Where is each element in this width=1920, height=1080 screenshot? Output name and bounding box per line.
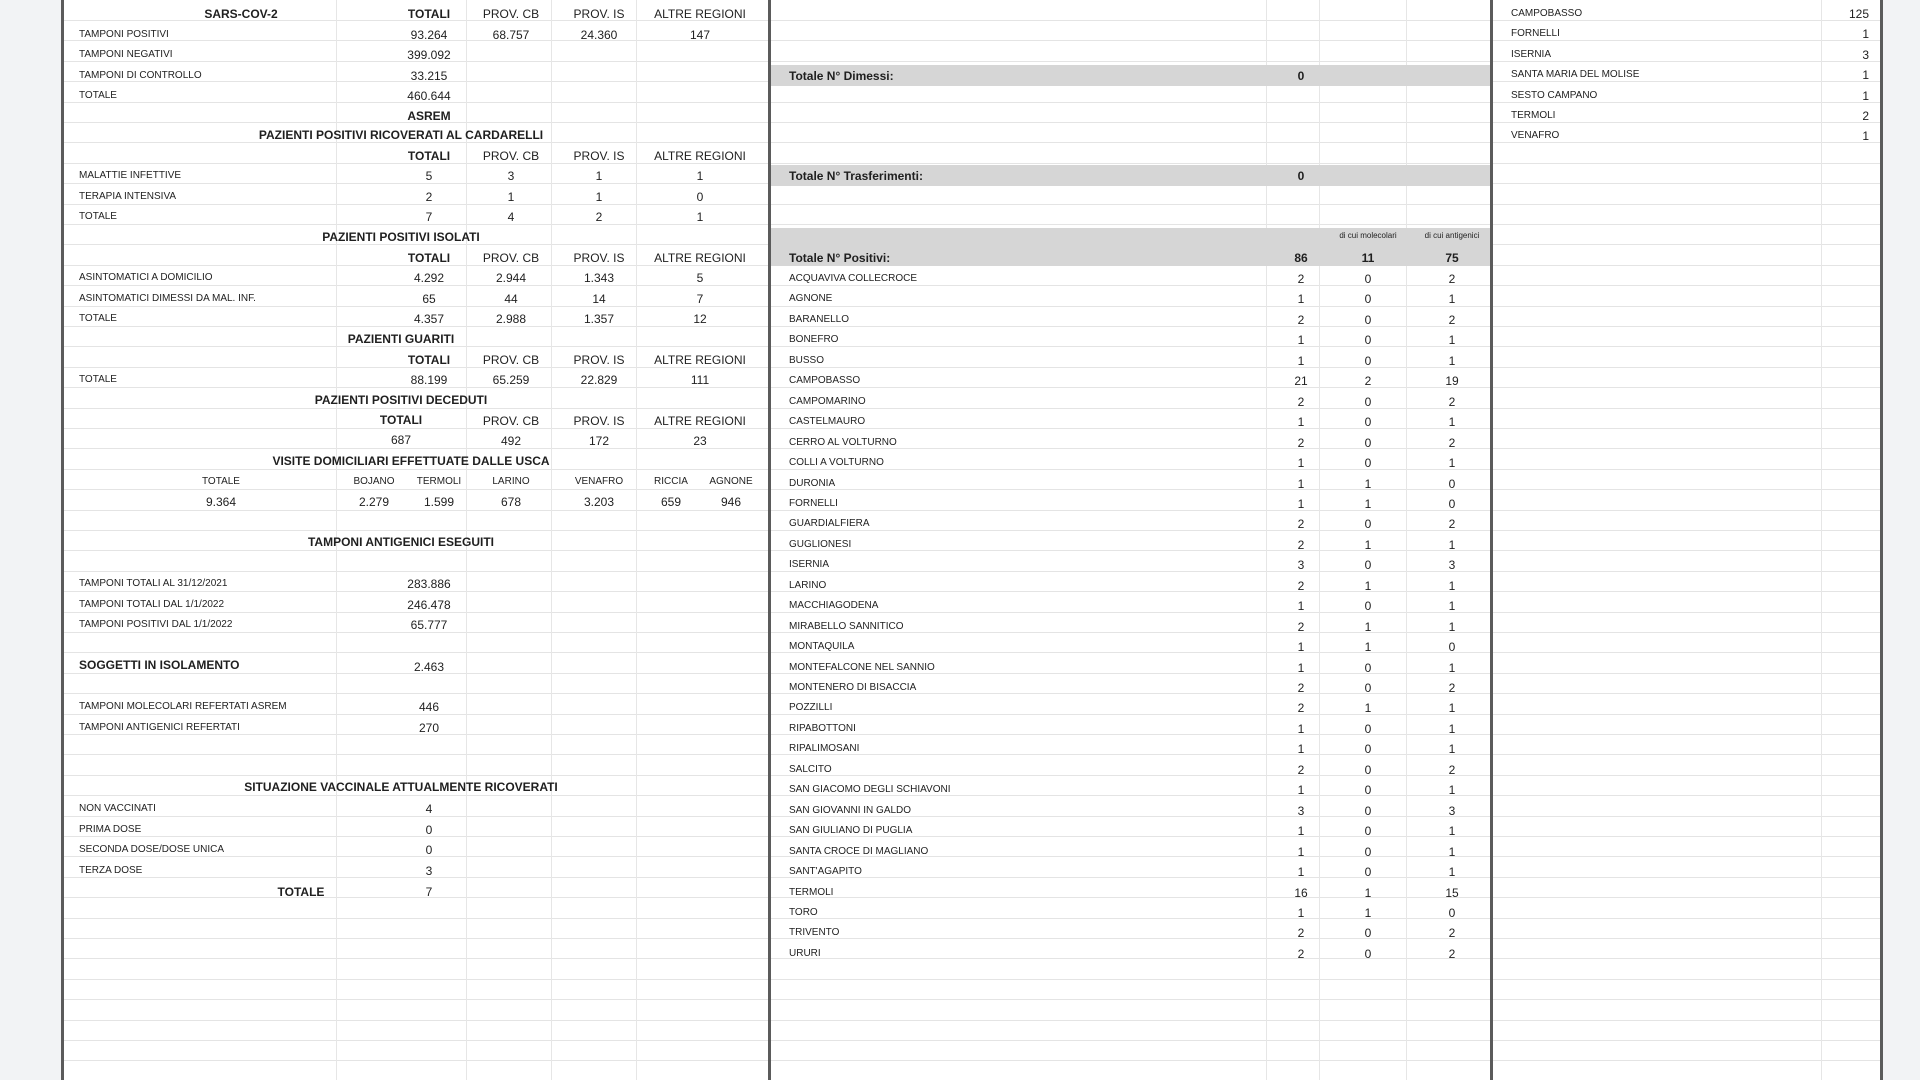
right-comune-value: 1: [1862, 27, 1869, 41]
comune-molecolari: 0: [1364, 558, 1372, 572]
usca-col-header: VENAFRO: [574, 476, 624, 487]
comune-total: 2: [1297, 701, 1305, 715]
comune-molecolari: 0: [1364, 333, 1372, 347]
deceduti-altre: 23: [693, 434, 707, 448]
comune-molecolari: 0: [1364, 354, 1372, 368]
comune-name: BARANELLO: [789, 314, 850, 325]
usca-col-header: AGNONE: [709, 476, 753, 487]
positivi-molecolari: 11: [1361, 251, 1375, 265]
comune-total: 1: [1297, 783, 1305, 797]
positivi-total: 86: [1294, 251, 1308, 265]
comune-molecolari: 1: [1364, 579, 1372, 593]
usca-value: 1.599: [423, 495, 455, 509]
row-prov-cb: 4: [507, 210, 515, 224]
comune-antigenici: 2: [1448, 272, 1456, 286]
comune-molecolari: 0: [1364, 517, 1372, 531]
comune-molecolari: 0: [1364, 436, 1372, 450]
comune-molecolari: 0: [1364, 783, 1372, 797]
col-totali: TOTALI: [407, 7, 451, 21]
comune-molecolari: 0: [1364, 661, 1372, 675]
vaccinale-total-label: TOTALE: [277, 885, 325, 899]
comune-antigenici: 1: [1448, 783, 1456, 797]
comune-name: SAN GIOVANNI IN GALDO: [789, 805, 912, 816]
usca-value: 3.203: [583, 495, 615, 509]
comune-antigenici: 1: [1448, 333, 1456, 347]
comune-antigenici: 1: [1448, 292, 1456, 306]
usca-value: 9.364: [205, 495, 237, 509]
isolamento-label: SOGGETTI IN ISOLAMENTO: [79, 658, 240, 672]
comune-antigenici: 2: [1448, 947, 1456, 961]
comune-total: 2: [1297, 947, 1305, 961]
comune-antigenici: 1: [1448, 824, 1456, 838]
spreadsheet-page: [61, 0, 1883, 1080]
row-value: 246.478: [407, 597, 451, 612]
row-value: 65.777: [410, 618, 448, 632]
deceduti-col-totali: TOTALI: [379, 413, 423, 427]
deceduti-col-cb: PROV. CB: [482, 414, 540, 428]
usca-col-header: TERMOLI: [416, 476, 462, 487]
comune-molecolari: 0: [1364, 845, 1372, 859]
ricoverati-col-altre: ALTRE REGIONI: [654, 149, 746, 163]
comune-molecolari: 0: [1364, 824, 1372, 838]
row-label: SECONDA DOSE/DOSE UNICA: [79, 844, 225, 855]
comune-name: ISERNIA: [789, 559, 830, 570]
comune-antigenici: 2: [1448, 517, 1456, 531]
comune-antigenici: 2: [1448, 926, 1456, 940]
col-prov-is: PROV. IS: [573, 7, 625, 21]
comune-total: 3: [1297, 558, 1305, 572]
guariti-col-altre: ALTRE REGIONI: [654, 353, 746, 367]
comune-name: MONTAQUILA: [789, 641, 855, 652]
row-label: TERAPIA INTENSIVA: [79, 190, 177, 202]
row-prov-is: [559, 86, 639, 106]
comune-antigenici: 1: [1448, 722, 1456, 736]
grid-col-line: [551, 0, 552, 1080]
row-label: TAMPONI ANTIGENICI REFERTATI: [79, 722, 240, 733]
comune-antigenici: 1: [1448, 620, 1456, 634]
comune-total: 1: [1297, 415, 1305, 429]
comune-antigenici: 2: [1448, 436, 1456, 450]
comune-molecolari: 0: [1364, 272, 1372, 286]
comune-antigenici: 3: [1448, 804, 1456, 818]
comune-antigenici: 1: [1448, 742, 1456, 756]
usca-col-header: LARINO: [492, 476, 530, 487]
row-prov-cb: 3: [507, 169, 515, 183]
deceduti-title: PAZIENTI POSITIVI DECEDUTI: [314, 393, 488, 407]
comune-antigenici: 3: [1448, 558, 1456, 572]
comune-total: 2: [1297, 313, 1305, 327]
row-prov-is: [559, 45, 639, 65]
comune-total: 2: [1297, 681, 1305, 695]
right-comune-value: 1: [1862, 129, 1869, 143]
row-prov-is: 22.829: [580, 373, 618, 387]
row-altre: 0: [696, 189, 704, 204]
row-label: TAMPONI MOLECOLARI REFERTATI ASREM: [79, 701, 287, 712]
panel-divider-left: [768, 0, 771, 1080]
row-label: NON VACCINATI: [79, 803, 156, 814]
row-totali: 5: [425, 169, 433, 183]
row-value: 0: [425, 822, 433, 837]
asrem-label: ASREM: [407, 109, 451, 123]
comune-total: 1: [1297, 456, 1305, 470]
usca-title: VISITE DOMICILIARI EFFETTUATE DALLE USCA: [272, 454, 550, 468]
comune-name: GUARDIALFIERA: [789, 518, 870, 529]
col-prov-cb: PROV. CB: [482, 7, 540, 21]
comune-molecolari: 0: [1364, 865, 1372, 879]
row-label: TOTALE: [79, 89, 117, 101]
right-comune-value: 125: [1848, 7, 1869, 21]
row-totali: 4.357: [413, 312, 445, 326]
row-prov-cb: 68.757: [492, 28, 530, 42]
comune-name: RIPALIMOSANI: [789, 743, 860, 754]
comune-total: 2: [1297, 620, 1305, 634]
right-comune-name: TERMOLI: [1511, 110, 1556, 121]
comune-antigenici: 1: [1448, 354, 1456, 368]
comune-molecolari: 0: [1364, 599, 1372, 613]
comune-antigenici: 2: [1448, 395, 1456, 409]
comune-molecolari: 1: [1364, 620, 1372, 634]
right-comune-value: 1: [1862, 89, 1869, 103]
comune-name: MONTENERO DI BISACCIA: [789, 682, 917, 693]
row-altre: 12: [693, 312, 707, 326]
row-value: 283.886: [407, 577, 451, 591]
row-prov-is: [559, 66, 639, 86]
row-altre: 147: [689, 28, 711, 42]
usca-value: 2.279: [358, 495, 390, 509]
row-totali: 33.215: [410, 68, 448, 83]
guariti-col-cb: PROV. CB: [482, 353, 540, 367]
comune-antigenici: 19: [1445, 374, 1459, 388]
row-prov-cb: 44: [504, 291, 518, 306]
comune-name: GUGLIONESI: [789, 539, 852, 550]
isolati-col-is: PROV. IS: [573, 251, 625, 265]
comune-name: MACCHIAGODENA: [789, 600, 879, 611]
comune-molecolari: 2: [1364, 374, 1372, 388]
isolati-col-totali: TOTALI: [407, 251, 451, 265]
comune-antigenici: 1: [1448, 845, 1456, 859]
comune-total: 2: [1297, 926, 1305, 940]
trasferimenti-label: Totale N° Trasferimenti:: [789, 169, 923, 183]
row-label: TERZA DOSE: [79, 864, 143, 876]
comune-molecolari: 0: [1364, 415, 1372, 429]
antigenici-title: TAMPONI ANTIGENICI ESEGUITI: [307, 535, 494, 549]
row-label: TOTALE: [79, 313, 117, 324]
row-altre: [645, 45, 755, 65]
comune-antigenici: 1: [1448, 661, 1456, 675]
comune-total: 1: [1297, 497, 1305, 511]
comune-total: 1: [1297, 333, 1305, 347]
right-comune-value: 2: [1862, 109, 1869, 123]
deceduti-is: 172: [588, 434, 610, 448]
deceduti-col-is: PROV. IS: [573, 414, 625, 428]
comune-total: 1: [1297, 599, 1305, 613]
row-altre: 1: [696, 169, 704, 183]
row-altre: 111: [690, 373, 710, 387]
col-altre-regioni: ALTRE REGIONI: [654, 7, 746, 21]
positivi-label: Totale N° Positivi:: [789, 251, 891, 265]
comune-molecolari: 0: [1364, 763, 1372, 777]
row-prov-is: 2: [595, 210, 603, 224]
row-label: TAMPONI TOTALI DAL 1/1/2022: [79, 598, 225, 610]
sars-title: SARS-COV-2: [204, 7, 278, 21]
comune-name: SANTA CROCE DI MAGLIANO: [789, 846, 929, 857]
row-label: TAMPONI POSITIVI DAL 1/1/2022: [79, 619, 233, 630]
comune-antigenici: 1: [1448, 701, 1456, 715]
row-label: TAMPONI POSITIVI: [79, 29, 169, 40]
isolati-col-altre: ALTRE REGIONI: [654, 251, 746, 265]
comune-antigenici: 0: [1448, 477, 1456, 491]
row-altre: [645, 86, 755, 106]
row-altre: [645, 66, 755, 86]
row-prov-cb: 65.259: [492, 373, 530, 387]
row-prov-cb: [471, 66, 551, 86]
comune-antigenici: 2: [1448, 313, 1456, 327]
row-totali: 7: [425, 210, 433, 224]
vaccinale-total-value: 7: [425, 885, 433, 899]
row-prov-cb: 1: [507, 189, 515, 204]
ricoverati-col-cb: PROV. CB: [482, 149, 540, 163]
comune-total: 2: [1297, 272, 1305, 286]
comune-total: 1: [1297, 906, 1305, 920]
guariti-col-totali: TOTALI: [407, 353, 451, 367]
comune-name: COLLI A VOLTURNO: [789, 457, 884, 468]
comune-antigenici: 0: [1448, 906, 1456, 920]
usca-value: 659: [660, 495, 682, 509]
comune-total: 2: [1297, 579, 1305, 593]
comune-name: URURI: [789, 948, 821, 959]
comune-name: CAMPOMARINO: [789, 396, 866, 407]
vaccinale-title: SITUAZIONE VACCINALE ATTUALMENTE RICOVERATI: [244, 780, 558, 794]
row-totali: 399.092: [407, 48, 451, 63]
isolati-col-cb: PROV. CB: [482, 251, 540, 265]
comune-molecolari: 0: [1364, 722, 1372, 736]
usca-col-header: RICCIA: [654, 476, 688, 487]
row-label: TAMPONI TOTALI AL 31/12/2021: [79, 578, 228, 589]
comune-total: 1: [1297, 640, 1305, 654]
comune-antigenici: 0: [1448, 640, 1456, 654]
comune-antigenici: 1: [1448, 456, 1456, 470]
isolati-title: PAZIENTI POSITIVI ISOLATI: [322, 230, 480, 244]
ricoverati-title: PAZIENTI POSITIVI RICOVERATI AL CARDARELLI: [258, 128, 544, 142]
comune-name: AGNONE: [789, 293, 833, 304]
comune-antigenici: 1: [1448, 599, 1456, 613]
positivi-antigenici: 75: [1445, 251, 1459, 265]
comune-total: 2: [1297, 763, 1305, 777]
comune-name: SALCITO: [789, 764, 832, 775]
deceduti-col-altre: ALTRE REGIONI: [654, 414, 746, 428]
row-prov-cb: [471, 86, 551, 106]
sub-molecolari: di cui molecolari: [1339, 231, 1397, 240]
comune-total: 3: [1297, 804, 1305, 818]
row-label: ASINTOMATICI A DOMICILIO: [79, 272, 213, 283]
grid-col-line: [1406, 0, 1407, 1080]
grid-col-line: [1266, 0, 1267, 1080]
sub-antigenici: di cui antigenici: [1424, 231, 1480, 240]
row-label: ASINTOMATICI DIMESSI DA MAL. INF.: [79, 292, 256, 304]
dimessi-label: Totale N° Dimessi:: [789, 69, 894, 83]
comune-name: TERMOLI: [789, 887, 834, 898]
row-totali: 2: [425, 189, 433, 204]
comune-total: 2: [1297, 395, 1305, 409]
comune-molecolari: 1: [1364, 497, 1372, 511]
comune-antigenici: 15: [1445, 886, 1459, 900]
comune-name: MONTEFALCONE NEL SANNIO: [789, 662, 935, 673]
comune-antigenici: 1: [1448, 865, 1456, 879]
comune-molecolari: 0: [1364, 926, 1372, 940]
comune-total: 21: [1294, 374, 1308, 388]
comune-total: 16: [1294, 886, 1308, 900]
comune-name: ACQUAVIVA COLLECROCE: [789, 273, 917, 284]
isolamento-value: 2.463: [413, 660, 445, 674]
comune-name: RIPABOTTONI: [789, 723, 856, 734]
comune-total: 2: [1297, 517, 1305, 531]
comune-antigenici: 1: [1448, 415, 1456, 429]
comune-name: BUSSO: [789, 355, 825, 366]
row-totali: 65: [422, 291, 436, 306]
row-prov-is: 14: [592, 291, 606, 306]
usca-col-header: TOTALE: [202, 476, 240, 487]
comune-total: 1: [1297, 742, 1305, 756]
comune-molecolari: 0: [1364, 681, 1372, 695]
comune-name: MIRABELLO SANNITICO: [789, 621, 904, 632]
row-prov-is: 24.360: [580, 28, 618, 42]
comune-total: 1: [1297, 722, 1305, 736]
comune-molecolari: 0: [1364, 804, 1372, 818]
usca-value: 678: [500, 495, 522, 509]
row-value: 446: [418, 700, 440, 714]
comune-name: FORNELLI: [789, 498, 838, 509]
guariti-title: PAZIENTI GUARITI: [347, 332, 455, 346]
right-comune-value: 1: [1862, 68, 1869, 82]
row-label: PRIMA DOSE: [79, 823, 142, 835]
left-border: [61, 0, 64, 1080]
guariti-col-is: PROV. IS: [573, 353, 625, 367]
row-label: TOTALE: [79, 374, 117, 385]
comune-molecolari: 0: [1364, 456, 1372, 470]
right-comune-value: 3: [1862, 48, 1869, 62]
comune-name: SANT'AGAPITO: [789, 866, 862, 877]
right-comune-name: CAMPOBASSO: [1511, 8, 1583, 19]
comune-total: 1: [1297, 845, 1305, 859]
comune-molecolari: 0: [1364, 742, 1372, 756]
row-prov-is: 1.357: [583, 312, 615, 326]
comune-molecolari: 0: [1364, 947, 1372, 961]
row-label: TAMPONI DI CONTROLLO: [79, 69, 202, 81]
comune-total: 2: [1297, 538, 1305, 552]
trasferimenti-value: 0: [1297, 169, 1305, 183]
comune-molecolari: 0: [1364, 395, 1372, 409]
row-altre: 1: [696, 210, 704, 224]
comune-name: SAN GIACOMO DEGLI SCHIAVONI: [789, 784, 951, 795]
row-label: TOTALE: [79, 211, 117, 222]
row-altre: 7: [696, 291, 704, 306]
row-prov-cb: 2.944: [495, 271, 527, 285]
comune-molecolari: 1: [1364, 701, 1372, 715]
row-totali: 460.644: [407, 88, 451, 103]
comune-total: 1: [1297, 477, 1305, 491]
comune-molecolari: 1: [1364, 640, 1372, 654]
right-comune-name: ISERNIA: [1511, 49, 1552, 60]
comune-molecolari: 1: [1364, 538, 1372, 552]
comune-total: 1: [1297, 292, 1305, 306]
comune-molecolari: 0: [1364, 313, 1372, 327]
row-prov-cb: [471, 45, 551, 65]
row-prov-cb: 2.988: [495, 312, 527, 326]
row-totali: 93.264: [410, 28, 448, 42]
row-value: 4: [425, 802, 433, 816]
row-totali: 4.292: [413, 271, 445, 285]
comune-name: LARINO: [789, 580, 827, 591]
comune-name: CASTELMAURO: [789, 416, 866, 427]
comune-molecolari: 0: [1364, 292, 1372, 306]
comune-antigenici: 2: [1448, 681, 1456, 695]
deceduti-cb: 492: [500, 434, 522, 448]
ricoverati-col-is: PROV. IS: [573, 149, 625, 163]
row-prov-is: 1.343: [583, 271, 615, 285]
comune-total: 1: [1297, 865, 1305, 879]
right-comune-name: FORNELLI: [1511, 28, 1560, 39]
comune-name: POZZILLI: [789, 702, 833, 713]
row-value: 270: [418, 721, 440, 735]
row-value: 0: [425, 843, 433, 857]
row-label: MALATTIE INFETTIVE: [79, 170, 182, 181]
dimessi-value: 0: [1297, 69, 1305, 83]
row-totali: 88.199: [410, 373, 448, 387]
grid-col-line: [1821, 0, 1822, 1080]
deceduti-totali: 687: [390, 433, 412, 447]
row-value: 3: [425, 863, 433, 878]
comune-name: CERRO AL VOLTURNO: [789, 437, 897, 448]
comune-antigenici: 1: [1448, 538, 1456, 552]
comune-antigenici: 0: [1448, 497, 1456, 511]
comune-molecolari: 1: [1364, 886, 1372, 900]
right-comune-name: SESTO CAMPANO: [1511, 90, 1598, 101]
usca-col-header: BOJANO: [353, 476, 395, 487]
row-label: TAMPONI NEGATIVI: [79, 49, 173, 61]
comune-total: 1: [1297, 354, 1305, 368]
comune-total: 1: [1297, 661, 1305, 675]
comune-antigenici: 1: [1448, 579, 1456, 593]
comune-molecolari: 1: [1364, 906, 1372, 920]
row-prov-is: 1: [595, 169, 603, 183]
comune-name: TORO: [789, 907, 818, 918]
usca-value: 946: [720, 495, 742, 509]
comune-total: 2: [1297, 436, 1305, 450]
comune-antigenici: 2: [1448, 763, 1456, 777]
comune-name: DURONIA: [789, 478, 836, 489]
row-prov-is: 1: [595, 189, 603, 204]
row-altre: 5: [696, 271, 704, 285]
comune-molecolari: 1: [1364, 477, 1372, 491]
right-border: [1880, 0, 1883, 1080]
comune-name: BONEFRO: [789, 334, 839, 345]
ricoverati-col-totali: TOTALI: [407, 149, 451, 163]
comune-name: TRIVENTO: [789, 927, 840, 938]
comune-name: CAMPOBASSO: [789, 375, 861, 386]
comune-name: SAN GIULIANO DI PUGLIA: [789, 825, 913, 836]
comune-total: 1: [1297, 824, 1305, 838]
right-comune-name: SANTA MARIA DEL MOLISE: [1511, 69, 1640, 80]
right-comune-name: VENAFRO: [1511, 130, 1560, 141]
